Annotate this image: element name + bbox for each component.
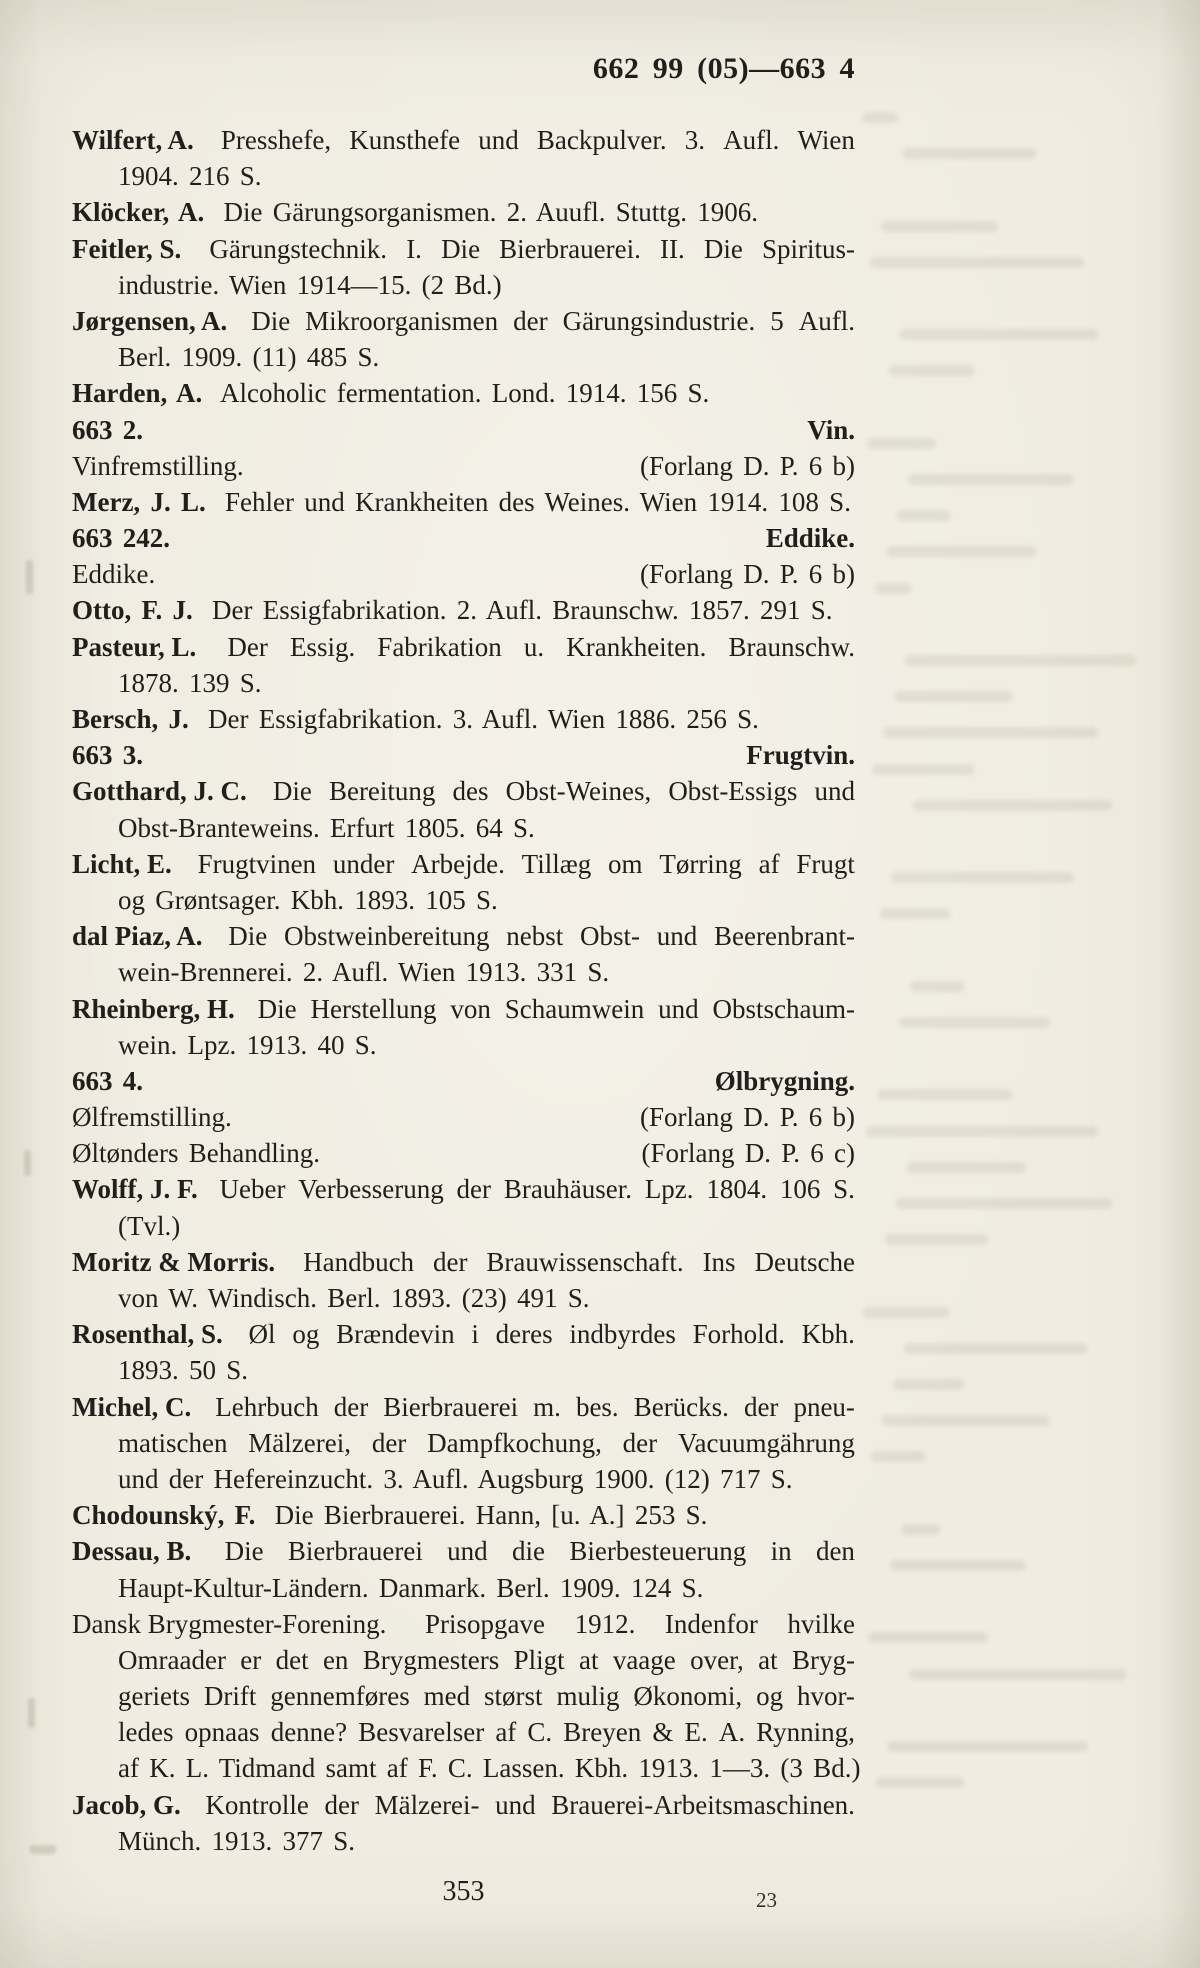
section-code: 663 242. — [72, 523, 171, 554]
scan-bleedthrough-artifact — [871, 1451, 926, 1462]
scan-bleedthrough-artifact — [880, 908, 950, 919]
cross-ref-term: Eddike. — [72, 559, 156, 590]
book-entry — [72, 1787, 855, 1859]
entry-author: dal Piaz, A. — [72, 921, 203, 952]
scan-bleedthrough-artifact — [905, 655, 1136, 666]
scan-bleedthrough-artifact — [889, 365, 974, 376]
entry-line: geriets Drift gennemføres med størst mulig Økonomi, og hvor- — [118, 1681, 855, 1712]
entry-author: Rheinberg, H. — [72, 993, 235, 1024]
cross-ref-row — [72, 1135, 855, 1171]
cross-ref-note: (Forlang D. P. 6 b) — [639, 450, 855, 481]
scan-bleedthrough-artifact — [897, 510, 950, 521]
book-entry — [72, 846, 855, 918]
cross-ref-row — [72, 556, 855, 592]
entry-line: Feitler, S. Gärungstechnik. I. Die Bierbrauerei. II. Die Spiritus- — [72, 231, 855, 267]
entry-line: Harden, A. Alcoholic fermentation. Lond. 1914. 156 S. — [72, 378, 710, 409]
scan-bleedthrough-artifact — [909, 1669, 1126, 1680]
scan-bleedthrough-artifact — [866, 1126, 1098, 1137]
entry-line: ledes opnaas denne? Besvarelser af C. Breyen & E. A. Rynning, — [118, 1717, 855, 1748]
entry-author: Licht, E. — [72, 848, 172, 879]
section-code: 663 2. — [72, 414, 144, 445]
cross-ref-term: Ølfremstilling. — [72, 1102, 232, 1133]
book-entry — [72, 1533, 855, 1605]
entry-line: Licht, E. Frugtvinen under Arbejde. Tillæg om Tørring af Frugt — [72, 846, 855, 882]
entry-author: Feitler, S. — [72, 233, 182, 264]
book-entry — [72, 1244, 855, 1316]
entry-author: Bersch, J. — [72, 704, 189, 734]
book-entry — [72, 1389, 855, 1498]
scan-bleedthrough-artifact — [875, 583, 912, 594]
scan-bleedthrough-artifact — [885, 1234, 988, 1245]
entry-author: Jacob, G. — [72, 1789, 181, 1820]
cross-ref-row — [72, 1099, 855, 1135]
cross-ref-row — [72, 448, 855, 484]
entry-line: Chodounský, F. Die Bierbrauerei. Hann, [u. A.] 253 S. — [72, 1500, 708, 1531]
entry-line: Jørgensen, A. Die Mikroorganismen der Gärungsindustrie. 5 Aufl. — [72, 303, 855, 339]
scan-bleedthrough-artifact — [893, 1379, 964, 1390]
entry-line: Michel, C. Lehrbuch der Bierbrauerei m. bes. Berücks. der pneu- — [72, 1389, 855, 1425]
scan-bleedthrough-artifact — [908, 474, 1074, 485]
entry-line: Jacob, G. Kontrolle der Mälzerei- und Brauerei-Arbeitsmaschinen. — [72, 1787, 855, 1823]
scan-edge-artifact — [30, 1845, 56, 1854]
entry-line: wein-Brennerei. 2. Aufl. Wien 1913. 331 S. — [118, 957, 610, 988]
entry-line: 1878. 139 S. — [118, 667, 262, 698]
entry-line: Klöcker, A. Die Gärungsorganismen. 2. Auufl. Stuttg. 1906. — [72, 197, 759, 228]
scan-bleedthrough-artifact — [882, 1415, 1050, 1426]
entry-line: und der Hefereinzucht. 3. Aufl. Augsburg 1900. (12) 717 S. — [118, 1463, 793, 1494]
entry-line: Merz, J. L. Fehler und Krankheiten des Weines. Wien 1914. 108 S. — [72, 486, 851, 517]
scan-bleedthrough-artifact — [896, 1198, 1112, 1209]
entry-line: Bersch, J. Der Essigfabrikation. 3. Aufl. Wien 1886. 256 S. — [72, 704, 759, 734]
book-entry — [72, 194, 855, 230]
entry-line: Münch. 1913. 377 S. — [118, 1825, 356, 1856]
scan-bleedthrough-artifact — [907, 1162, 1026, 1173]
section-code: 663 3. — [72, 740, 144, 771]
scan-bleedthrough-artifact — [900, 329, 1098, 340]
entry-author: Wolff, J. F. — [72, 1174, 198, 1205]
entry-line: Moritz & Morris. Handbuch der Brauwissenschaft. Ins Deutsche — [72, 1244, 855, 1280]
scan-bleedthrough-artifact — [901, 1524, 940, 1535]
section-row — [72, 1063, 855, 1099]
entry-author: Dessau, B. — [72, 1536, 192, 1567]
scan-edge-artifact — [28, 1698, 35, 1728]
entry-line: von W. Windisch. Berl. 1893. (23) 491 S. — [118, 1283, 590, 1313]
section-title: Eddike. — [765, 523, 855, 554]
scan-bleedthrough-artifact — [890, 1560, 1026, 1571]
entry-line: Dansk Brygmester-Forening. Prisopgave 1912. Indenfor hvilke — [72, 1606, 855, 1642]
scan-bleedthrough-artifact — [887, 1741, 1088, 1752]
entry-line: Omraader er det en Brygmesters Pligt at vaage over, at Bryg- — [118, 1644, 855, 1675]
book-entry — [72, 1171, 855, 1243]
cross-ref-term: Øltønders Behandling. — [72, 1138, 320, 1169]
entry-line: Dessau, B. Die Bierbrauerei und die Bierbesteuerung in den — [72, 1533, 855, 1569]
scan-bleedthrough-artifact — [899, 1017, 1050, 1028]
scan-edge-artifact — [26, 560, 33, 594]
entry-list — [72, 122, 861, 1859]
scan-bleedthrough-artifact — [863, 1307, 950, 1318]
scan-bleedthrough-artifact — [883, 727, 1098, 738]
entry-line: 1893. 50 S. — [118, 1355, 249, 1386]
entry-line: industrie. Wien 1914—15. (2 Bd.) — [118, 269, 502, 300]
section-title: Frugtvin. — [746, 740, 855, 771]
page-number: 353 — [442, 1876, 485, 1907]
entry-line: matischen Mälzerei, der Dampfkochung, der Vacuumgährung — [118, 1427, 855, 1458]
scan-bleedthrough-artifact — [862, 112, 898, 123]
scan-bleedthrough-artifact — [891, 872, 1074, 883]
book-entry — [72, 1316, 855, 1388]
scan-bleedthrough-artifact — [904, 1343, 1088, 1354]
entry-line: Obst-Branteweins. Erfurt 1805. 64 S. — [118, 812, 535, 843]
scan-bleedthrough-artifact — [876, 1777, 964, 1788]
scan-bleedthrough-artifact — [913, 800, 1112, 811]
entry-line: Wolff, J. F. Ueber Verbesserung der Brauhäuser. Lpz. 1804. 106 S. — [72, 1171, 855, 1207]
corner-number: 23 — [756, 1888, 777, 1912]
entry-line: (Tvl.) — [118, 1210, 181, 1241]
entry-author: Wilfert, A. — [72, 125, 194, 155]
book-entry — [72, 375, 855, 411]
section-row — [72, 520, 855, 556]
book-entry — [72, 231, 855, 303]
entry-author: Michel, C. — [72, 1391, 192, 1422]
book-entry — [72, 1606, 861, 1787]
cross-ref-note: (Forlang D. P. 6 b) — [639, 1102, 855, 1133]
entry-author: Jørgensen, A. — [72, 305, 228, 336]
entry-author: Dansk Brygmester-Forening. — [72, 1608, 387, 1639]
scan-bleedthrough-artifact — [877, 1089, 1012, 1100]
cross-ref-note: (Forlang D. P. 6 b) — [639, 559, 855, 590]
entry-author: Chodounský, F. — [72, 1500, 256, 1531]
scan-bleedthrough-artifact — [870, 257, 1084, 268]
page-header-code: 662 99 (05)—663 4 — [592, 52, 855, 85]
cross-ref-note: (Forlang D. P. 6 c) — [641, 1138, 855, 1169]
book-entry — [72, 629, 855, 701]
book-entry — [72, 484, 855, 520]
scan-bleedthrough-artifact — [872, 764, 974, 775]
entry-author: Otto, F. J. — [72, 595, 193, 626]
entry-line: Pasteur, L. Der Essig. Fabrikation u. Krankheiten. Braunschw. — [72, 629, 855, 665]
scan-bleedthrough-artifact — [867, 438, 936, 449]
book-entry — [72, 991, 855, 1063]
book-entry — [72, 701, 855, 737]
entry-line: Berl. 1909. (11) 485 S. — [118, 342, 380, 373]
book-entry — [72, 773, 855, 845]
scan-bleedthrough-artifact — [886, 546, 1036, 557]
book-entry — [72, 1497, 855, 1533]
section-title: Ølbrygning. — [714, 1065, 855, 1096]
scan-bleedthrough-artifact — [910, 981, 964, 992]
cross-ref-term: Vinfremstilling. — [72, 450, 244, 481]
section-code: 663 4. — [72, 1065, 144, 1096]
entry-author: Gotthard, J. C. — [72, 776, 247, 807]
entry-line: og Grøntsager. Kbh. 1893. 105 S. — [118, 884, 498, 915]
book-entry — [72, 592, 855, 628]
entry-author: Rosenthal, S. — [72, 1319, 223, 1350]
section-row — [72, 412, 855, 448]
entry-line: af K. L. Tidmand samt af F. C. Lassen. Kbh. 1913. 1—3. (3 Bd.) — [118, 1753, 861, 1784]
entry-author: Klöcker, A. — [72, 197, 205, 228]
section-row — [72, 737, 855, 773]
entry-line: Wilfert, A. Presshefe, Kunsthefe und Backpulver. 3. Aufl. Wien — [72, 122, 855, 158]
scan-edge-artifact — [24, 1150, 31, 1176]
scan-bleedthrough-artifact — [903, 148, 1036, 159]
section-title: Vin. — [807, 414, 855, 445]
entry-line: Rheinberg, H. Die Herstellung von Schaumwein und Obstschaum- — [72, 991, 855, 1027]
entry-author: Merz, J. L. — [72, 486, 206, 517]
entry-line: 1904. 216 S. — [118, 161, 262, 192]
entry-line: Otto, F. J. Der Essigfabrikation. 2. Aufl. Braunschw. 1857. 291 S. — [72, 595, 833, 626]
entry-line: Rosenthal, S. Øl og Brændevin i deres indbyrdes Forhold. Kbh. — [72, 1316, 855, 1352]
entry-line: dal Piaz, A. Die Obstweinbereitung nebst Obst- und Beerenbrant- — [72, 918, 855, 954]
scan-bleedthrough-artifact — [868, 1632, 988, 1643]
entry-line: wein. Lpz. 1913. 40 S. — [118, 1029, 377, 1060]
scan-bleedthrough-artifact — [881, 221, 998, 232]
entry-line: Gotthard, J. C. Die Bereitung des Obst-Weines, Obst-Essigs und — [72, 773, 855, 809]
book-entry — [72, 303, 855, 375]
entry-author: Pasteur, L. — [72, 631, 197, 662]
entry-line: Haupt-Kultur-Ländern. Danmark. Berl. 1909. 124 S. — [118, 1572, 704, 1603]
book-entry — [72, 918, 855, 990]
scan-bleedthrough-artifact — [894, 691, 1012, 702]
entry-author: Harden, A. — [72, 378, 203, 409]
entry-author: Moritz & Morris. — [72, 1246, 276, 1277]
book-entry — [72, 122, 855, 194]
